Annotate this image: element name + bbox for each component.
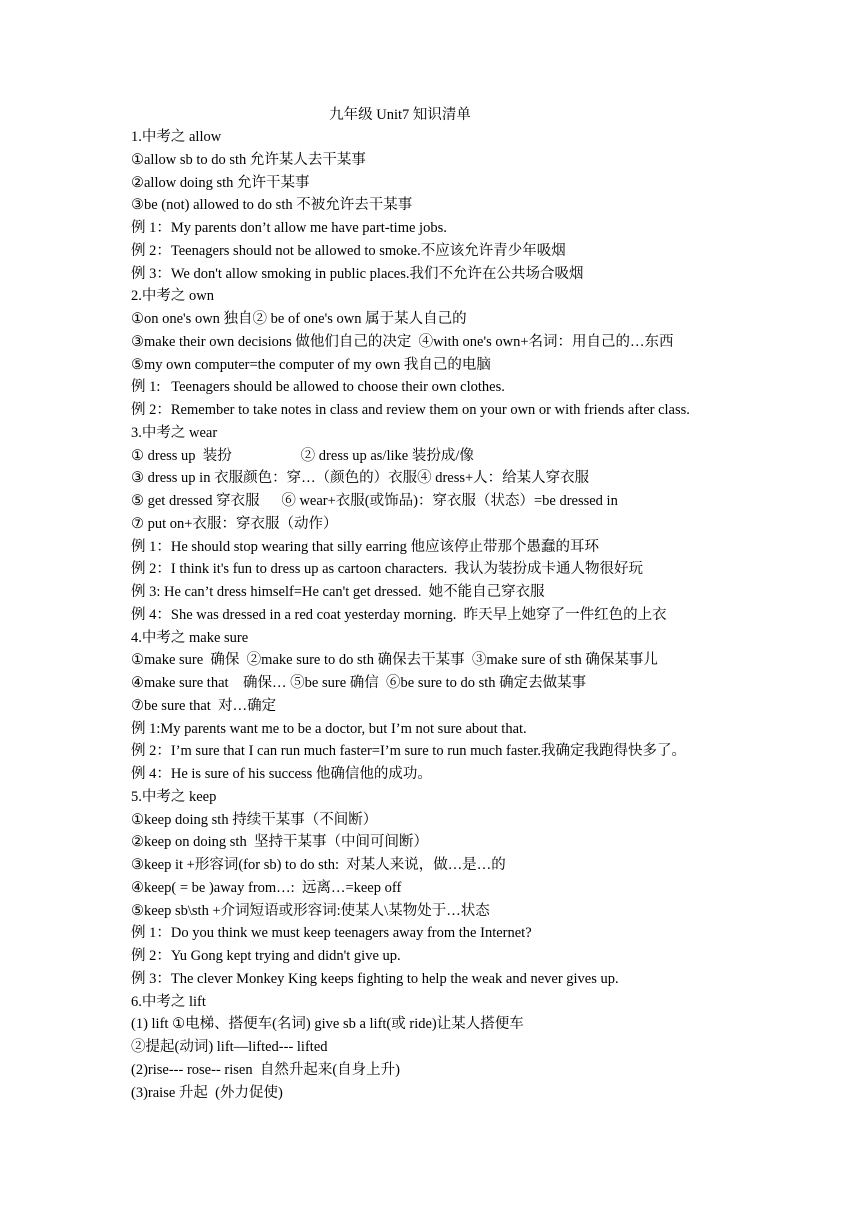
text-line: 例 3：The clever Monkey King keeps fighting to help the weak and never gives up. [131, 970, 619, 987]
text-line: 例 1：My parents don’t allow me have part-time jobs. [131, 220, 447, 236]
text-line: 例 1：He should stop wearing that silly earring 他应该停止带那个愚蠢的耳环 [131, 538, 599, 555]
text-line: ②keep on doing sth 坚持干某事（中间可间断） [131, 834, 428, 851]
text-line: 例 1：Do you think we must keep teenagers away from the Internet? [131, 925, 532, 942]
text-line: 例 2：I think it's fun to dress up as cartoon characters. 我认为装扮成卡通人物很好玩 [131, 561, 644, 578]
text-line: 例 4：He is sure of his success 他确信他的成功。 [131, 766, 432, 782]
document-title: 九年级 Unit7 知识清单 [329, 107, 471, 123]
text-line: ①keep doing sth 持续干某事（不间断） [131, 811, 378, 828]
text-line: ① dress up 装扮 ② dress up as/like 装扮成/像 [131, 447, 474, 464]
text-line: 例 2：Yu Gong kept trying and didn't give up. [131, 948, 401, 964]
text-line: ⑤ get dressed 穿衣服 ⑥ wear+衣服(或饰品)：穿衣服（状态）=be dressed in [131, 493, 618, 509]
text-line: 例 1:My parents want me to be a doctor, but I’m not sure about that. [131, 720, 527, 737]
text-line: 例 2：Remember to take notes in class and review them on your own or with friends after class. [131, 402, 690, 418]
text-line: (1) lift ①电梯、搭便车(名词) give sb a lift(或 ride)让某人搭便车 [131, 1016, 524, 1033]
text-line: ①allow sb to do sth 允许某人去干某事 [131, 151, 366, 168]
text-line: ⑤keep sb\sth +介词短语或形容词:使某人\某物处于…状态 [131, 902, 490, 919]
text-line: ④make sure that 确保… ⑤be sure 确信 ⑥be sure to do sth 确定去做某事 [131, 675, 587, 691]
document-body [131, 126, 846, 1104]
text-line: ②allow doing sth 允许干某事 [131, 174, 310, 191]
text-line: ①on one's own 独自② be of one's own 属于某人自己的 [131, 311, 467, 327]
text-line: 例 4：She was dressed in a red coat yesterday morning. 昨天早上她穿了一件红色的上衣 [131, 606, 667, 623]
text-line: ⑦ put on+衣服：穿衣服（动作） [131, 515, 338, 532]
text-line: 6.中考之 lift [131, 993, 206, 1010]
text-line: ③ dress up in 衣服颜色：穿…（颜色的）衣服④ dress+人：给某人穿衣服 [131, 470, 590, 487]
text-line: ⑤my own computer=the computer of my own 我自己的电脑 [131, 356, 491, 373]
text-line: 4.中考之 make sure [131, 629, 249, 646]
text-line: ⑦be sure that 对…确定 [131, 697, 277, 714]
text-line: ②提起(动词) lift—lifted--- lifted [131, 1039, 328, 1055]
text-line: 例 2：Teenagers should not be allowed to smoke.不应该允许青少年吸烟 [131, 242, 566, 259]
text-line: ④keep( = be )away from…: 远离…=keep off [131, 879, 402, 896]
text-line: ③be (not) allowed to do sth 不被允许去干某事 [131, 197, 413, 214]
text-line: 例 1: Teenagers should be allowed to choose their own clothes. [131, 379, 505, 396]
text-line: 例 3: He can’t dress himself=He can't get dressed. 她不能自己穿衣服 [131, 584, 545, 600]
text-line: (2)rise--- rose-- risen 自然升起来(自身上升) [131, 1061, 400, 1078]
text-line: ③make their own decisions 做他们自己的决定 ④with one's own+名词：用自己的…东西 [131, 333, 674, 350]
text-line: 1.中考之 allow [131, 129, 222, 145]
text-line: 2.中考之 own [131, 288, 214, 305]
text-line: ①make sure 确保 ②make sure to do sth 确保去干某事 ③make sure of sth 确保某事儿 [131, 652, 658, 669]
text-line: 5.中考之 keep [131, 788, 217, 805]
text-line: 例 3：We don't allow smoking in public places.我们不允许在公共场合吸烟 [131, 265, 584, 282]
text-line: 3.中考之 wear [131, 424, 218, 441]
text-line: ③keep it +形容词(for sb) to do sth: 对某人来说，做…是…的 [131, 857, 506, 873]
text-line: 例 2：I’m sure that I can run much faster=I’m sure to run much faster.我确定我跑得快多了。 [131, 743, 687, 760]
text-line: (3)raise 升起 (外力促使) [131, 1084, 283, 1101]
